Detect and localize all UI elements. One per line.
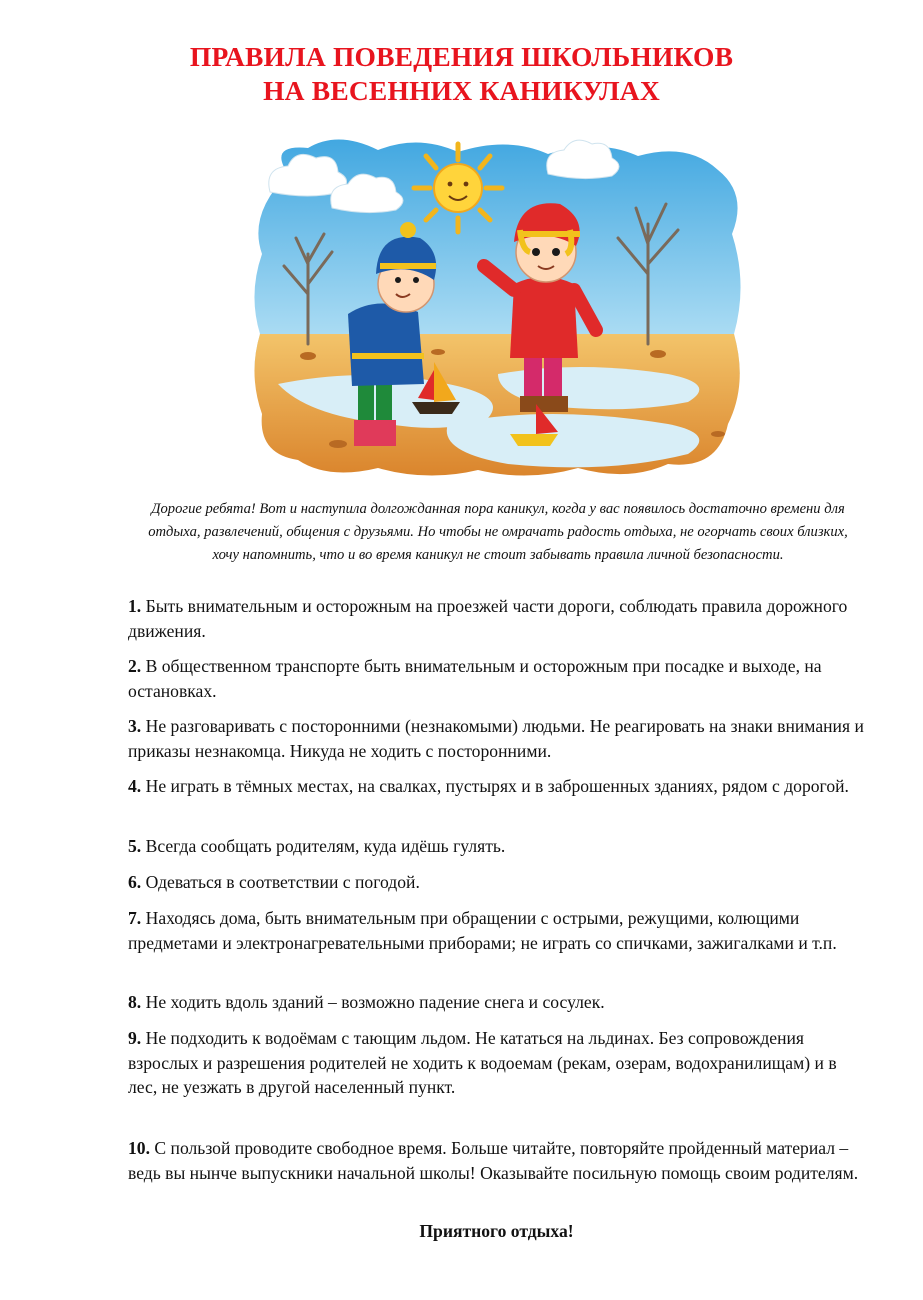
rule-text: Не разговаривать с посторонними (незнакомыми) людьми. Не реагировать на знаки внимания и приказы незнакомца. Никуда не ходить с посторонними. [128, 716, 864, 761]
intro-paragraph: Дорогие ребята! Вот и наступила долгожданная пора каникул, когда у вас появилось достаточно времени для отдыха, развлечений, общения с друзьями. Но чтобы не омрачать радость отдыха, не огорчать своих близких, хочу напомнить, что и во время каникул не стоит забывать правила личной безопасности. [148, 501, 848, 563]
rule-text: Не ходить вдоль зданий – возможно падение снега и сосулек. [145, 992, 605, 1012]
list-item [128, 990, 870, 1015]
page-title-line-2: НА ВЕСЕННИХ КАНИКУЛАХ [263, 75, 660, 106]
rule-number: 1. [128, 596, 142, 616]
page-title [0, 40, 923, 108]
list-item [128, 906, 870, 955]
rule-text: Всегда сообщать родителям, куда идёшь гулять. [145, 836, 506, 856]
rule-text: С пользой проводите свободное время. Больше читайте, повторяйте пройденный материал – ведь вы нынче выпускники начальной школы! Оказывайте посильную помощь своим родителям. [128, 1138, 859, 1183]
list-item [128, 1026, 870, 1100]
spring-kids-illustration [248, 134, 748, 482]
rule-number: 8. [128, 992, 142, 1012]
rule-number: 10. [128, 1138, 150, 1158]
rule-number: 2. [128, 656, 142, 676]
list-item [128, 594, 870, 643]
rule-number: 3. [128, 716, 142, 736]
list-item [128, 870, 870, 895]
list-item [128, 834, 870, 859]
rule-number: 7. [128, 908, 142, 928]
page-title-line-1: ПРАВИЛА ПОВЕДЕНИЯ ШКОЛЬНИКОВ [189, 41, 734, 72]
spring-kids-with-paper-boats-icon [248, 134, 748, 482]
closing-line: Приятного отдыха! [419, 1221, 574, 1241]
rule-text: Не подходить к водоёмам с тающим льдом. Не кататься на льдинах. Без сопровождения взрослых и разрешения родителей не ходить к водоемам (рекам, озерам, водохранилищам) и в лес, не уезжать в другой населенный пункт. [128, 1028, 837, 1098]
rule-text: Одеваться в соответствии с погодой. [145, 872, 420, 892]
rule-text: Быть внимательным и осторожным на проезжей части дороги, соблюдать правила дорожного движения. [128, 596, 848, 641]
rule-text: Не играть в тёмных местах, на свалках, пустырях и в заброшенных зданиях, рядом с дорогой. [145, 776, 849, 796]
rule-number: 4. [128, 776, 142, 796]
list-item [128, 774, 870, 799]
list-item [128, 714, 870, 763]
rule-text: В общественном транспорте быть внимательным и осторожным при посадке и выходе, на остановках. [128, 656, 822, 701]
rule-number: 9. [128, 1028, 142, 1048]
rule-number: 6. [128, 872, 142, 892]
rule-text: Находясь дома, быть внимательным при обращении с острыми, режущими, колющими предметами и электронагревательными приборами; не играть со спичками, зажигалками и т.п. [128, 908, 837, 953]
list-item [128, 1136, 870, 1185]
list-item [128, 654, 870, 703]
rule-number: 5. [128, 836, 142, 856]
